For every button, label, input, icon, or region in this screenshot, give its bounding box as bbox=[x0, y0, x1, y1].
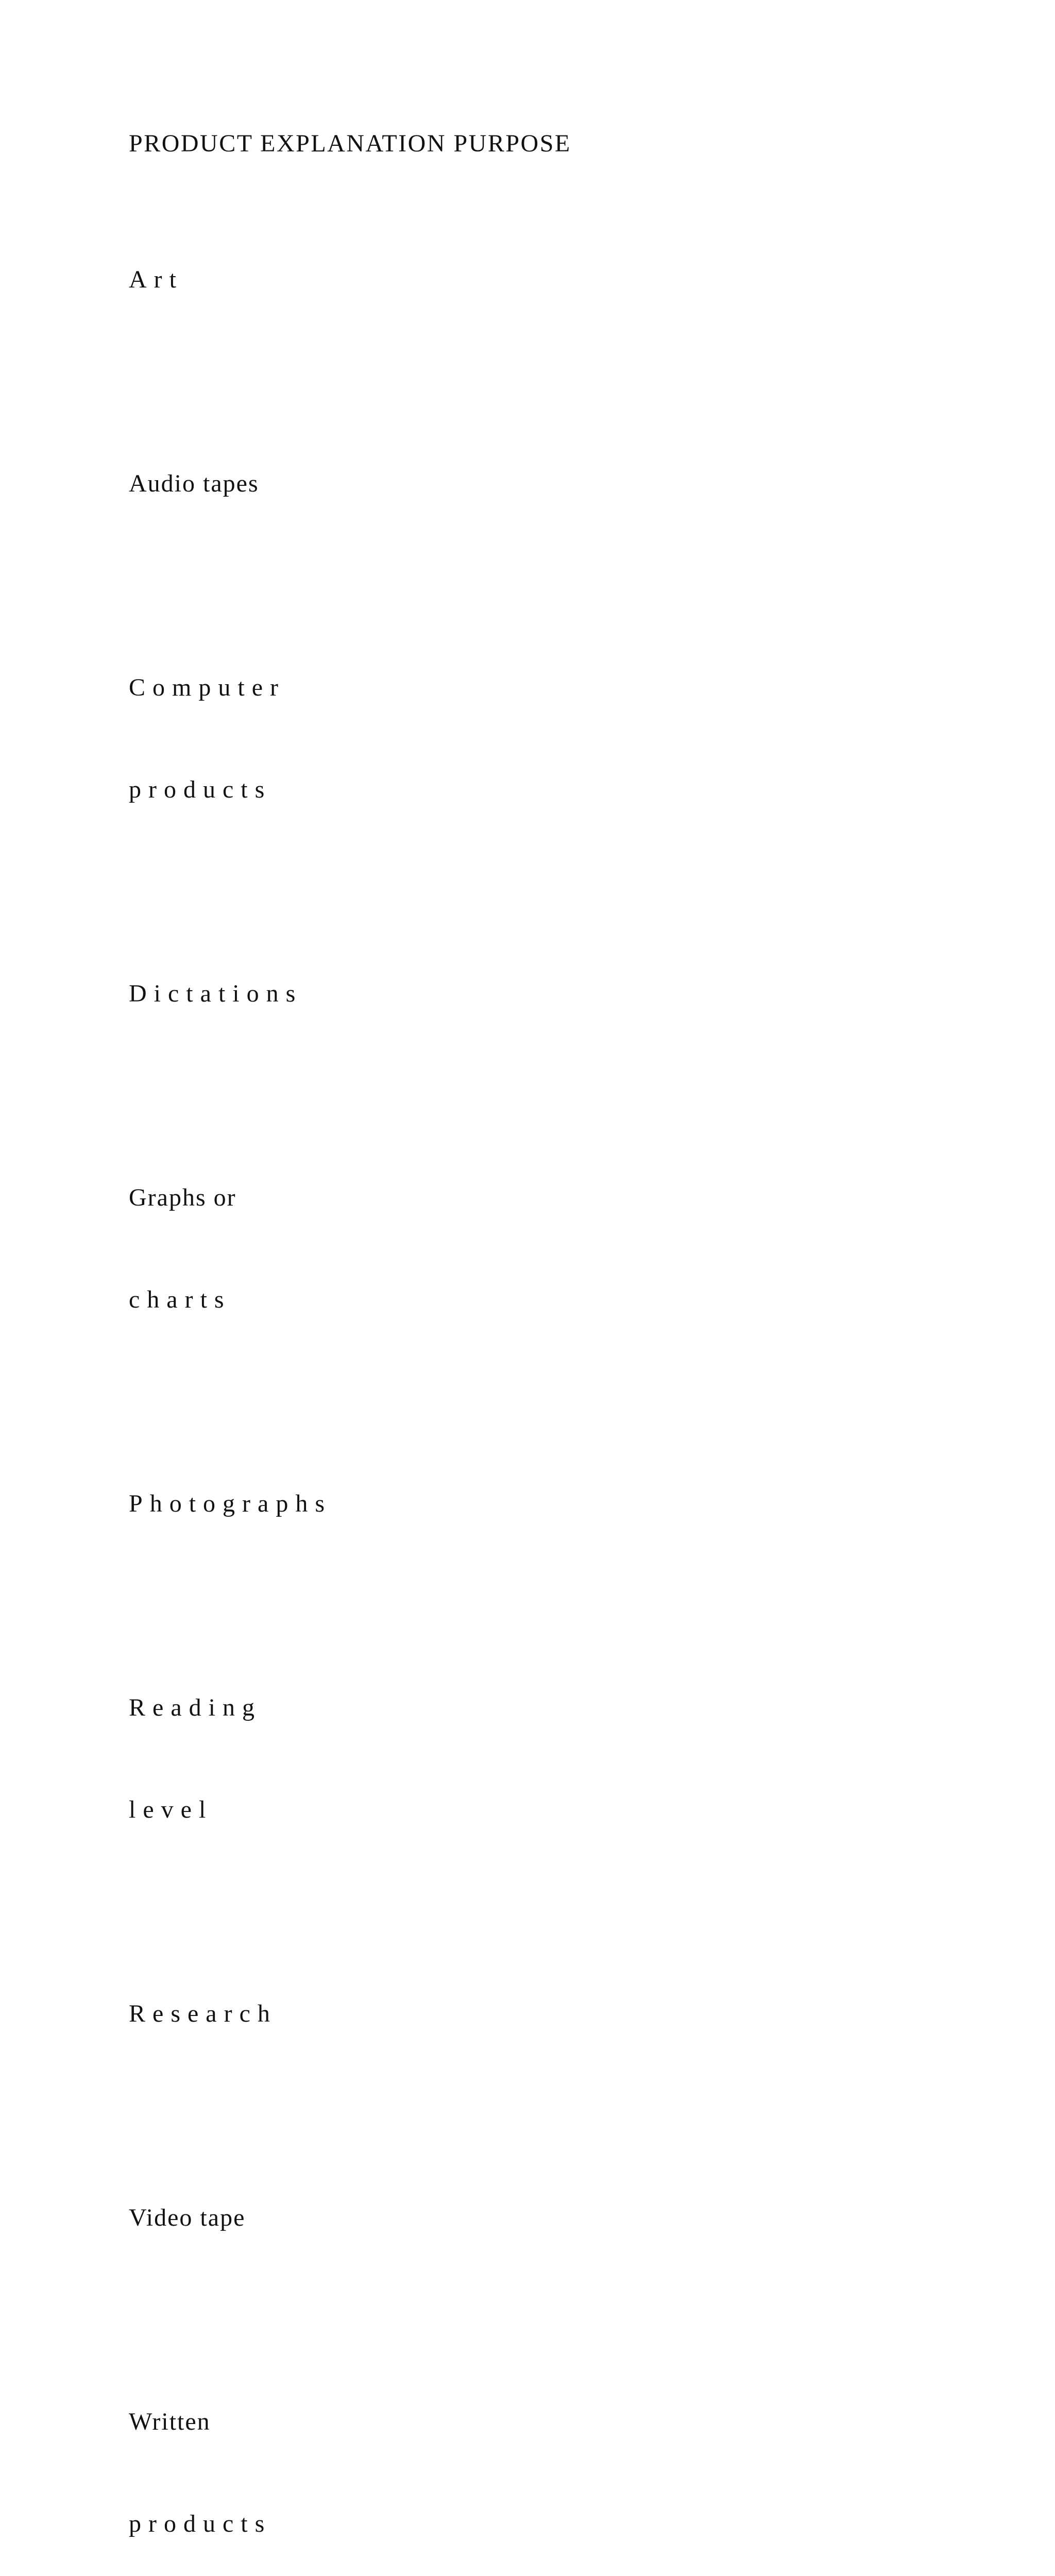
document-title: PRODUCT EXPLANATION PURPOSE bbox=[129, 130, 571, 157]
product-item bbox=[129, 1929, 1005, 2099]
product-item bbox=[129, 603, 1005, 875]
product-item bbox=[129, 1419, 1005, 1589]
product-label: Video tape bbox=[129, 2204, 246, 2231]
product-label: Photographs bbox=[129, 1490, 332, 1517]
product-item bbox=[129, 399, 1005, 569]
product-label: Computer bbox=[129, 674, 285, 701]
product-label: charts bbox=[129, 1286, 231, 1313]
product-item bbox=[129, 2133, 1005, 2303]
product-label: products bbox=[129, 2510, 272, 2537]
product-label: level bbox=[129, 1796, 213, 1823]
product-label: Art bbox=[129, 266, 183, 293]
product-label: products bbox=[129, 776, 272, 803]
product-item bbox=[129, 2337, 1005, 2576]
product-label: Graphs or bbox=[129, 1184, 236, 1211]
product-label: Reading bbox=[129, 1694, 262, 1721]
product-label: Dictations bbox=[129, 980, 303, 1007]
product-label: Audio tapes bbox=[129, 470, 259, 497]
product-item bbox=[129, 1113, 1005, 1385]
document-page bbox=[129, 127, 1005, 2576]
product-label: Written bbox=[129, 2408, 211, 2435]
product-item bbox=[129, 909, 1005, 1079]
product-label: Research bbox=[129, 2000, 277, 2027]
product-item bbox=[129, 195, 1005, 365]
product-item bbox=[129, 1623, 1005, 1895]
